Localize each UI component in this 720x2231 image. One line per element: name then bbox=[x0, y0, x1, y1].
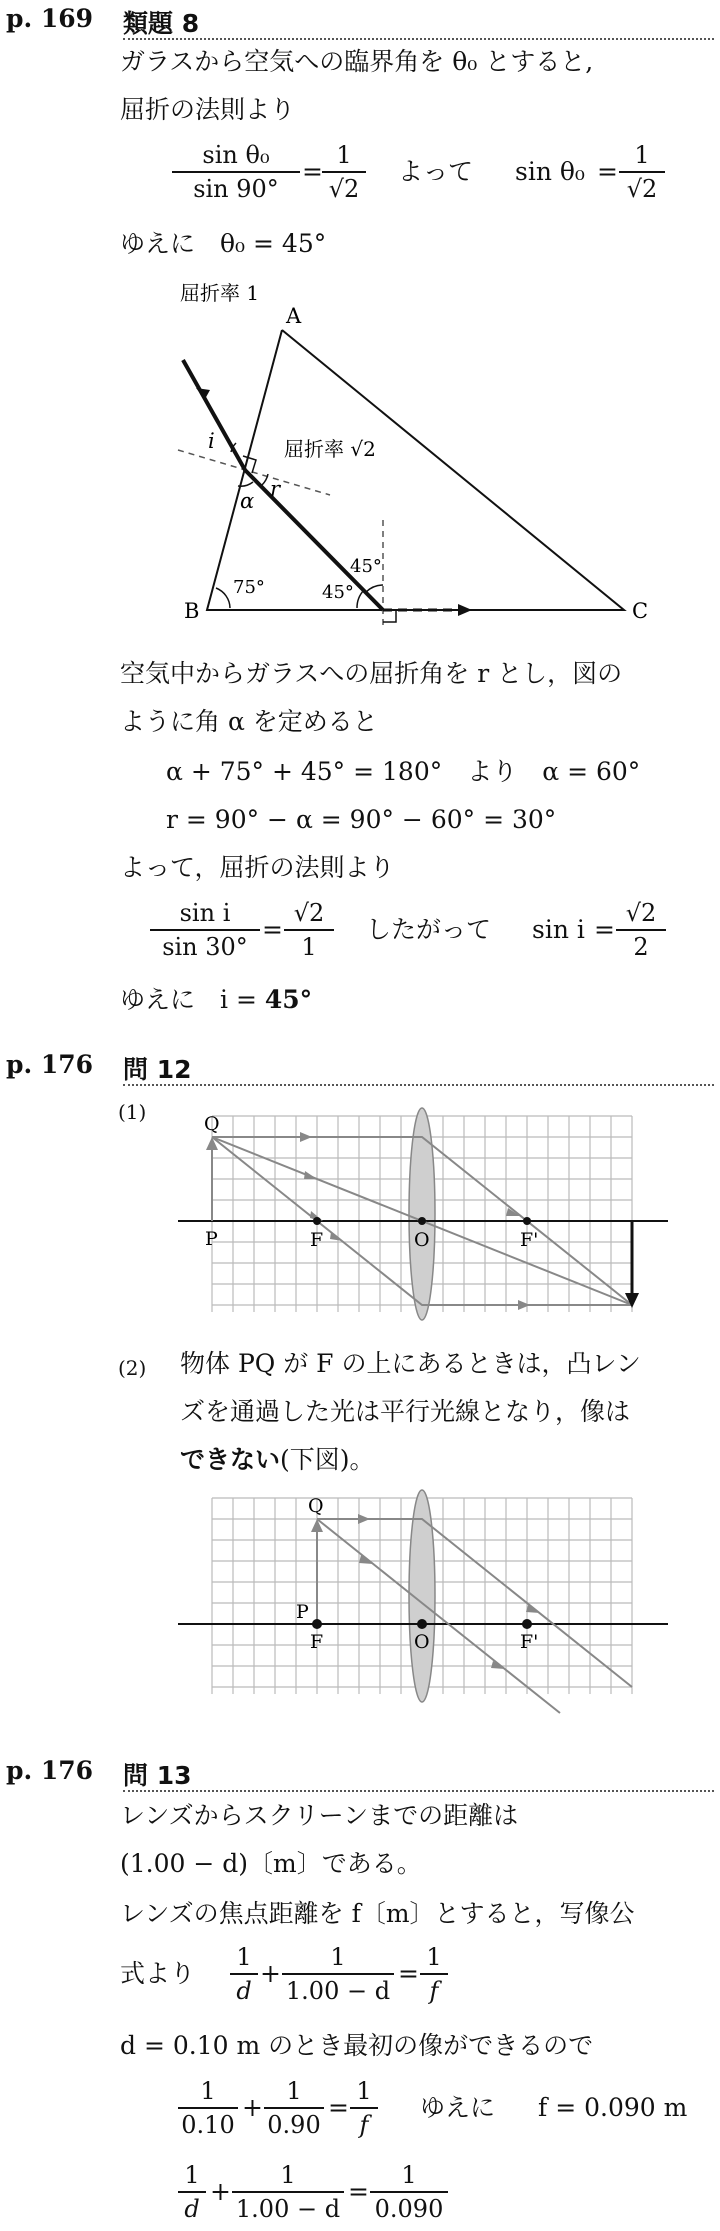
equals: = bbox=[597, 157, 618, 186]
page-ref: p. 176 bbox=[6, 1050, 94, 1079]
text-line: レンズの焦点距離を f〔m〕とすると，写像公 bbox=[120, 1899, 635, 1928]
part-label: (2) bbox=[118, 1356, 147, 1380]
section-header-toi12 bbox=[6, 1050, 714, 1086]
lens-diagram-1 bbox=[0, 1100, 720, 1320]
ray-center bbox=[317, 1519, 560, 1713]
label-75deg: 75° bbox=[233, 577, 265, 598]
label-A: A bbox=[286, 304, 302, 328]
fraction: 1 d bbox=[230, 1942, 258, 2006]
label-O: O bbox=[414, 1229, 430, 1251]
label-alpha: α bbox=[240, 489, 255, 513]
label-O: O bbox=[414, 1631, 430, 1653]
text-line: できない(下図)。 bbox=[180, 1445, 375, 1474]
label-B: B bbox=[184, 599, 200, 623]
plus: + bbox=[260, 1959, 281, 1988]
lens-center-O bbox=[418, 1217, 426, 1225]
label-45deg: 45° bbox=[322, 582, 354, 603]
lens-diagram-2 bbox=[0, 1484, 720, 1714]
fraction: sin θ₀ sin 90° bbox=[172, 140, 300, 204]
fraction: √2 1 bbox=[284, 898, 334, 962]
fraction: 1 0.90 bbox=[264, 2076, 324, 2140]
fraction: 1 0.090 bbox=[370, 2160, 448, 2224]
label-F-prime: F' bbox=[520, 1631, 539, 1653]
text-line: r = 90° − α = 90° − 60° = 30° bbox=[166, 805, 557, 834]
part-label: (1) bbox=[118, 1100, 147, 1124]
dotted-rule bbox=[123, 1790, 714, 1792]
text-line: よって，屈折の法則より bbox=[120, 853, 395, 882]
equals: = bbox=[328, 2093, 349, 2122]
text-line: 式より bbox=[120, 1959, 196, 1988]
fraction: 1 0.10 bbox=[178, 2076, 238, 2140]
section-title: 類題 8 bbox=[123, 9, 200, 38]
label-refr-glass: 屈折率 √2 bbox=[284, 437, 376, 461]
plus: + bbox=[210, 2177, 231, 2206]
arrowhead bbox=[311, 1519, 323, 1532]
section-title: 問 12 bbox=[123, 1055, 192, 1084]
label-Q: Q bbox=[204, 1113, 220, 1135]
text-sin-i: sin i bbox=[532, 915, 585, 944]
text-fval: f = 0.090 m bbox=[538, 2093, 688, 2122]
text-line: ゆえに θ₀ = 45° bbox=[120, 229, 327, 258]
fraction: 1 f bbox=[350, 2076, 378, 2140]
equals: = bbox=[594, 915, 615, 944]
equals: = bbox=[398, 1959, 419, 1988]
focal-point-F bbox=[313, 1217, 321, 1225]
fraction: √2 2 bbox=[616, 898, 666, 962]
section-header-ruidai8 bbox=[6, 4, 714, 40]
emphasis: できない bbox=[180, 1445, 281, 1474]
text-line: (1.00 − d)〔m〕である。 bbox=[120, 1849, 422, 1878]
page-ref: p. 176 bbox=[6, 1756, 94, 1785]
fraction: 1 f bbox=[420, 1942, 448, 2006]
focal-point-F2 bbox=[522, 1619, 532, 1629]
text-line: ゆえに i = 45° bbox=[120, 985, 313, 1014]
label-C: C bbox=[632, 599, 649, 623]
focal-point-F2 bbox=[523, 1217, 531, 1225]
text-line: α + 75° + 45° = 180° より α = 60° bbox=[166, 757, 641, 786]
lens-center-O bbox=[417, 1619, 427, 1629]
plus: + bbox=[242, 2093, 263, 2122]
answer: 45° bbox=[264, 985, 313, 1014]
equals: = bbox=[348, 2177, 369, 2206]
equals: = bbox=[302, 157, 323, 186]
text-line: 屈折の法則より bbox=[120, 95, 296, 124]
prism-outline bbox=[207, 330, 624, 610]
text-yueni: ゆえに bbox=[420, 2093, 496, 2122]
label-F-prime: F' bbox=[520, 1229, 539, 1251]
label-r: r bbox=[270, 477, 281, 501]
fraction: sin i sin 30° bbox=[150, 898, 260, 962]
section-header-toi13 bbox=[6, 1756, 714, 1792]
fraction: 1 √2 bbox=[322, 140, 366, 204]
prism-diagram bbox=[0, 260, 720, 630]
label-F: F bbox=[310, 1229, 324, 1251]
page-ref: p. 169 bbox=[6, 4, 94, 33]
dotted-rule bbox=[123, 38, 714, 40]
fraction: 1 d bbox=[178, 2160, 206, 2224]
angle-arc-45 bbox=[366, 585, 383, 592]
text-line: d = 0.10 m のとき最初の像ができるので bbox=[120, 2031, 594, 2060]
focal-point-F bbox=[312, 1619, 322, 1629]
dotted-rule bbox=[123, 1084, 714, 1086]
text-shitagatte: したがって bbox=[366, 915, 492, 944]
text-line: ガラスから空気への臨界角を θ₀ とすると, bbox=[120, 47, 594, 76]
label-P: P bbox=[205, 1228, 218, 1250]
text-line: ように角 α を定めると bbox=[120, 707, 378, 736]
text-yotte: よって bbox=[398, 157, 474, 186]
label-i: i bbox=[208, 429, 215, 453]
label-F: F bbox=[310, 1631, 324, 1653]
text-line: ズを通過した光は平行光線となり，像は bbox=[180, 1397, 631, 1426]
convex-lens bbox=[409, 1108, 435, 1320]
angle-arc-75 bbox=[216, 588, 230, 608]
label-Q: Q bbox=[308, 1495, 324, 1517]
text-line: 空気中からガラスへの屈折角を r とし，図の bbox=[120, 659, 623, 688]
section-title: 問 13 bbox=[123, 1761, 192, 1790]
fraction: 1 √2 bbox=[619, 140, 665, 204]
text-line: レンズからスクリーンまでの距離は bbox=[120, 1801, 519, 1830]
arrowhead bbox=[458, 604, 472, 616]
text-line: 物体 PQ が F の上にあるときは，凸レン bbox=[180, 1349, 641, 1378]
label-45deg: 45° bbox=[350, 556, 382, 577]
fraction: 1 1.00 − d bbox=[282, 1942, 394, 2006]
label-refr1: 屈折率 1 bbox=[180, 281, 260, 305]
text-sin-theta0: sin θ₀ bbox=[515, 157, 585, 186]
equals: = bbox=[262, 915, 283, 944]
fraction: 1 1.00 − d bbox=[232, 2160, 344, 2224]
right-angle-mark bbox=[383, 610, 396, 622]
refracted-ray bbox=[245, 470, 383, 610]
label-P: P bbox=[296, 1601, 309, 1623]
angle-arc-45 bbox=[357, 590, 364, 608]
